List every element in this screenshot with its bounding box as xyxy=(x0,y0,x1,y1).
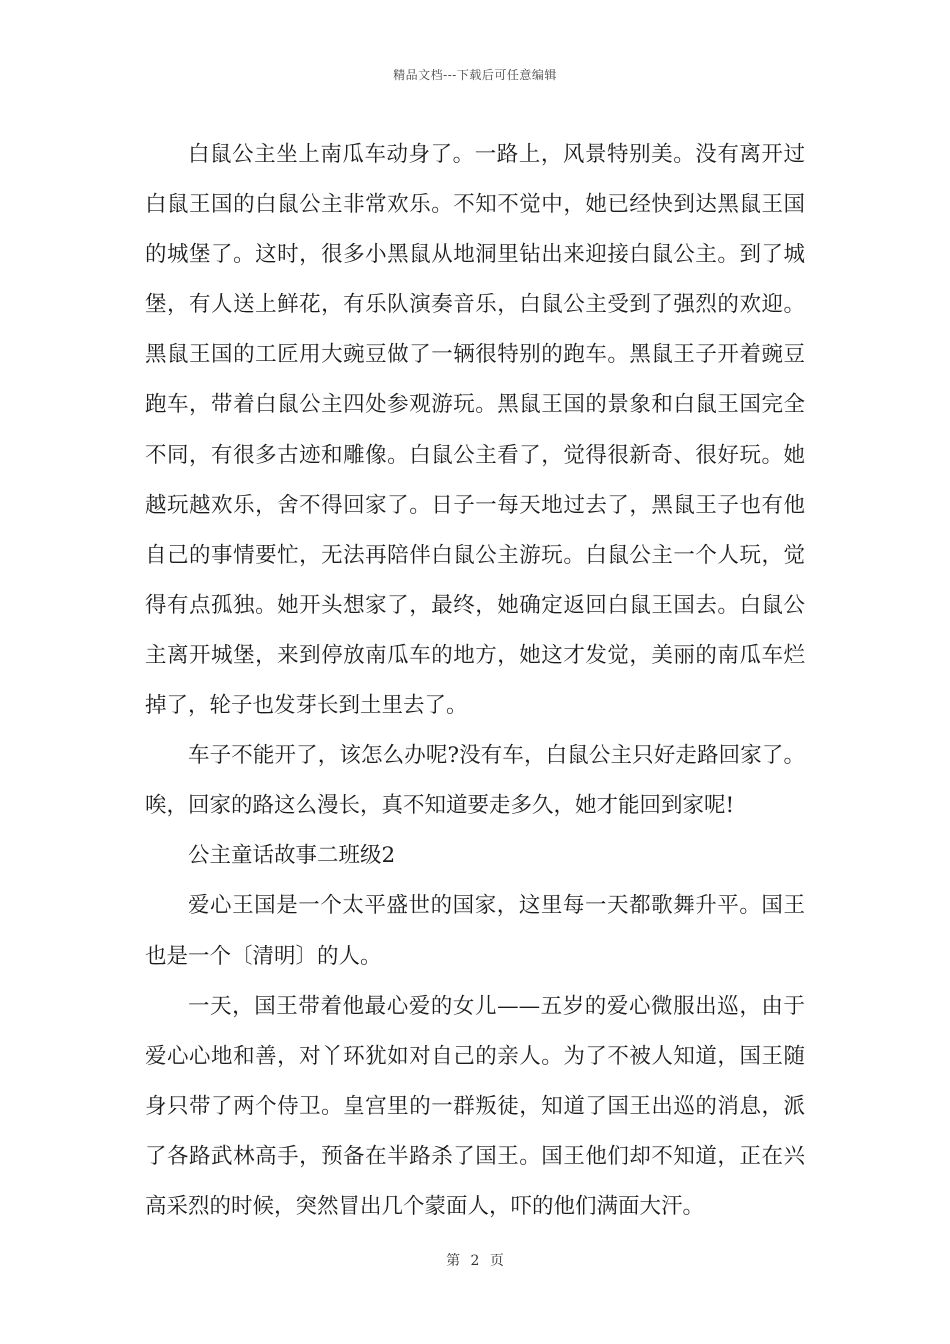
page-label-prefix: 第 xyxy=(446,1253,461,1269)
page-header: 精品文档---下载后可任意编辑 xyxy=(393,68,557,82)
page-footer xyxy=(0,1250,950,1270)
paragraph-1: 白鼠公主坐上南瓜车动身了。一路上，风景特别美。没有离开过白鼠王国的白鼠公主非常欢乐。不知不觉中，她已经快到达黑鼠王国的城堡了。这时，很多小黑鼠从地洞里钻出来迎接白鼠公主。到了城堡，有人送上鲜花，有乐队演奏音乐，白鼠公主受到了强烈的欢迎。黑鼠王国的工匠用大豌豆做了一辆很特别的跑车。黑鼠王子开着豌豆跑车，带着白鼠公主四处参观游玩。黑鼠王国的景象和白鼠王国完全不同，有很多古迹和雕像。白鼠公主看了，觉得很新奇、很好玩。她越玩越欢乐，舍不得回家了。日子一每天地过去了，黑鼠王子也有他自己的事情要忙，无法再陪伴白鼠公主游玩。白鼠公主一个人玩，觉得有点孤独。她开头想家了，最终，她确定返回白鼠王国去。白鼠公主离开城堡，来到停放南瓜车的地方，她这才发觉，美丽的南瓜车烂掉了，轮子也发芽长到土里去了。 xyxy=(145,142,805,719)
document-body xyxy=(145,130,805,1232)
story-title: 公主童话故事二班级2 xyxy=(188,843,396,869)
paragraph-4: 一天，国王带着他最心爱的女儿——五岁的爱心微服出巡，由于爱心心地和善，对丫环犹如对自己的亲人。为了不被人知道，国王随身只带了两个侍卫。皇宫里的一群叛徒，知道了国王出巡的消息，派了各路武林高手，预备在半路杀了国王。国王他们却不知道，正在兴高采烈的时候，突然冒出几个蒙面人，吓的他们满面大汗。 xyxy=(145,993,805,1219)
paragraph-2: 车子不能开了，该怎么办呢?没有车，白鼠公主只好走路回家了。唉，回家的路这么漫长，真不知道要走多久，她才能回到家呢! xyxy=(145,743,805,819)
page-number: 2 xyxy=(470,1253,480,1269)
page-label-suffix: 页 xyxy=(489,1253,504,1269)
paragraph-3: 爱心王国是一个太平盛世的国家，这里每一天都歌舞升平。国王也是一个〔清明〕的人。 xyxy=(145,893,805,969)
